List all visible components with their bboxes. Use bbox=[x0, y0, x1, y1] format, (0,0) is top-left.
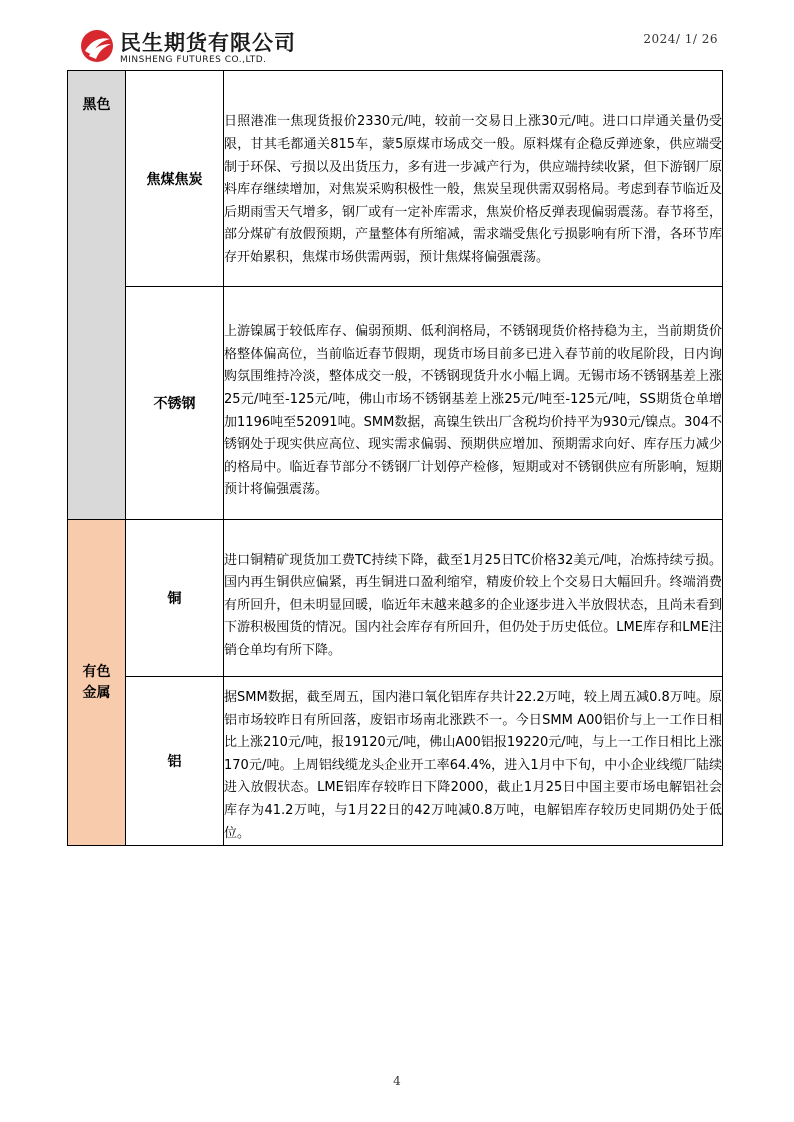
item-name: 铜 bbox=[167, 591, 182, 607]
table-row bbox=[68, 287, 723, 520]
item-content-cell bbox=[224, 677, 723, 846]
category-label: 黑色 bbox=[82, 97, 111, 113]
item-name: 不锈钢 bbox=[153, 396, 196, 412]
table-row bbox=[68, 520, 723, 677]
category-cell-black bbox=[68, 71, 126, 520]
company-name-cn: 民生期货有限公司 bbox=[120, 31, 296, 55]
item-content-cell bbox=[224, 71, 723, 287]
item-content: 日照港准一焦现货报价2330元/吨，较前一交易日上涨30元/吨。进口口岸通关量仍受限，甘其毛都通关815车，蒙5原煤市场成交一般。原料煤有企稳反弹迹象，供应端受制于环保、亏损以及出货压力，多有进一步减产行为，供应端持续收紧，但下游钢厂原料库存继续增加，对焦炭采购积极性一般，焦炭呈现供需双弱格局。考虑到春节临近及后期雨雪天气增多，钢厂或有一定补库需求，焦炭价格反弹表现偏弱震荡。春节将至，部分煤矿有放假预期，产量整体有所缩减，需求端受焦化亏损影响有所下滑，各环节库存开始累积，焦煤市场供需两弱，预计焦煤将偏强震荡。 bbox=[224, 114, 722, 265]
commodity-table bbox=[67, 70, 723, 846]
minsheng-logo-icon bbox=[80, 29, 114, 63]
table-row bbox=[68, 677, 723, 846]
company-name-en: MINSHENG FUTURES CO.,LTD. bbox=[120, 55, 267, 65]
item-content: 进口铜精矿现货加工费TC持续下降，截至1月25日TC价格32美元/吨，冶炼持续亏损。国内再生铜供应偏紧，再生铜进口盈利缩窄，精废价较上个交易日大幅回升。终端消费有所回升，但未明显回暖，临近年末越来越多的企业逐步进入半放假状态，且尚未看到下游积极囤货的情况。国内社会库存有所回升，但仍处于历史低位。LME库存和LME注销仓单均有所下降。 bbox=[224, 552, 722, 658]
item-name: 铝 bbox=[167, 754, 182, 771]
page-number: 4 bbox=[393, 1074, 401, 1088]
item-name-cell bbox=[126, 287, 224, 520]
item-name: 焦煤焦炭 bbox=[146, 171, 203, 188]
item-name-cell bbox=[126, 520, 224, 677]
report-date: 2024/ 1/ 26 bbox=[643, 32, 718, 46]
item-name-cell bbox=[126, 677, 224, 846]
table-row bbox=[68, 71, 723, 287]
item-content: 据SMM数据，截至周五，国内港口氧化铝库存共计22.2万吨，较上周五减0.8万吨。原铝市场较昨日有所回落，废铝市场南北涨跌不一。今日SMM A00铝价与上一工作日相比上涨210元/吨，报19120元/吨，佛山A00铝报19220元/吨，与上一工作日相比上涨170元/吨。上周铝线缆龙头企业开工率64.4%，进入1月中下旬，中小企业线缆厂陆续进入放假状态。LME铝库存较昨日下降2000，截止1月25日中国主要市场电解铝社会库存为41.2万吨，与1月22日的42万吨减0.8万吨，电解铝库存较历史同期仍处于低位。 bbox=[224, 690, 722, 841]
category-cell-nonferrous bbox=[68, 520, 126, 846]
item-content-cell bbox=[224, 520, 723, 677]
item-content-cell bbox=[224, 287, 723, 520]
item-content: 上游镍属于较低库存、偏弱预期、低利润格局，不锈钢现货价格持稳为主，当前期货价格整体偏高位，当前临近春节假期，现货市场目前多已进入春节前的收尾阶段，日内询购氛围维持冷淡，整体成交一般，不锈钢现货升水小幅上调。无锡市场不锈钢基差上涨25元/吨至-125元/吨，佛山市场不锈钢基差上涨25元/吨至-125元/吨，SS期货仓单增加1196吨至52091吨。SMM数据，高镍生铁出厂含税均价持平为930元/镍点。304不锈钢处于现实供应高位、现实需求偏弱、预期供应增加、预期需求向好、库存压力减少的格局中。临近春节部分不锈钢厂计划停产检修，短期或对不锈钢供应有所影响，短期预计将偏强震荡。 bbox=[224, 324, 722, 498]
category-label-line1: 有色 bbox=[82, 663, 111, 680]
category-label-line2: 金属 bbox=[82, 684, 111, 701]
item-name-cell bbox=[126, 71, 224, 287]
company-logo bbox=[80, 27, 310, 71]
page-header bbox=[0, 0, 794, 72]
